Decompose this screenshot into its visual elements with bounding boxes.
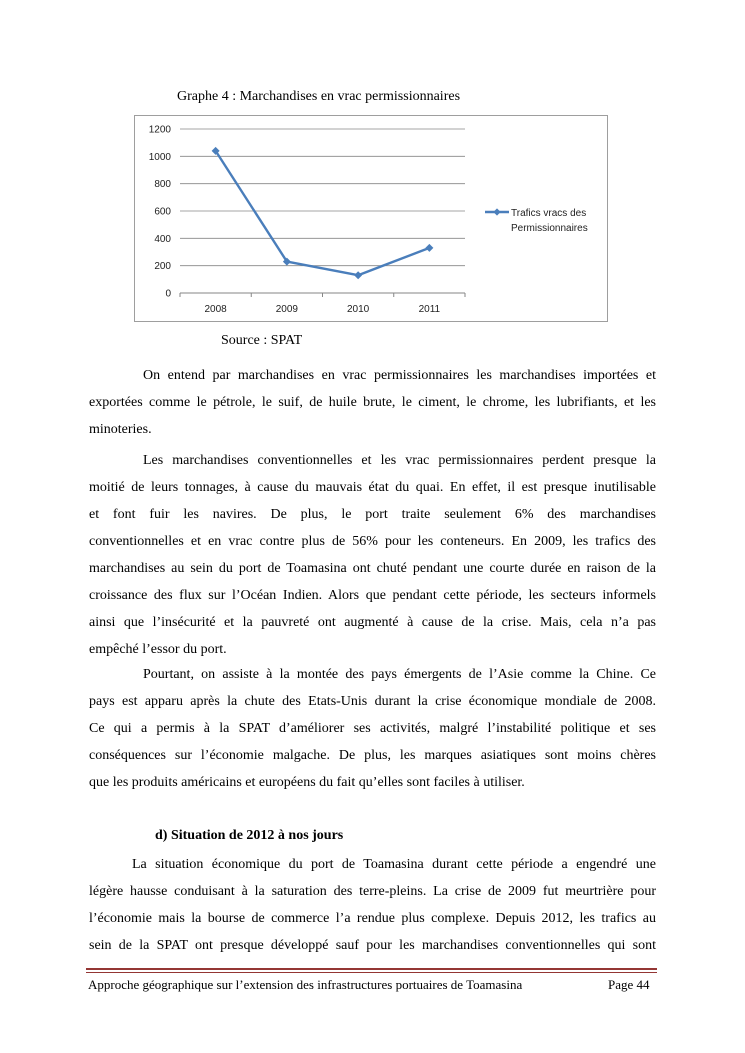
page-number: Page 44 [608, 977, 650, 992]
paragraph-3 [89, 661, 656, 796]
legend-marker [493, 208, 500, 215]
footer-rule-thin [86, 972, 657, 973]
line-chart [134, 115, 608, 322]
paragraph-1 [89, 362, 656, 443]
x-tick-label: 2009 [275, 304, 298, 315]
text-line: croissance des flux sur l’Océan Indien. Alors que pendant cette période, les secteurs informels [89, 588, 656, 603]
section-heading: d) Situation de 2012 à nos jours [155, 828, 344, 843]
text-line: marchandises au sein du port de Toamasina ont chuté pendant une courte durée en raison de la [89, 561, 656, 576]
text-line: sein de la SPAT ont presque développé sauf pour les marchandises conventionnelles qui sont [89, 938, 656, 953]
data-point [354, 271, 362, 279]
y-tick-label: 1000 [148, 151, 171, 163]
y-tick-label: 0 [165, 288, 171, 300]
footer-rule [86, 968, 657, 970]
y-tick-label: 800 [154, 179, 171, 191]
paragraph-4 [89, 851, 656, 959]
text-line: conventionnelles et en vrac contre plus de 56% pour les conteneurs. En 2009, les trafics des [89, 534, 656, 549]
paragraph-2 [89, 447, 656, 663]
y-tick-label: 600 [154, 206, 171, 218]
footer-title: Approche géographique sur l’extension des infrastructures portuaires de Toamasina [88, 977, 523, 992]
text-line: moitié de leurs tonnages, à cause du mauvais état du quai. En effet, il est presque inutilisable [89, 480, 656, 495]
y-tick-label: 1200 [148, 124, 171, 136]
y-tick-label: 400 [154, 233, 171, 245]
x-tick-label: 2011 [418, 304, 441, 315]
text-line: Ce qui a permis à la SPAT d’améliorer ses activités, malgré l’instabilité politique et ses [89, 721, 656, 736]
text-line: minoteries. [89, 422, 152, 437]
text-line: ainsi que l’insécurité et la pauvreté ont augmenté à cause de la crise. Mais, cela n’a pas [89, 615, 656, 630]
y-tick-label: 200 [154, 261, 171, 273]
text-line: et font fuir les navires. De plus, le port traite seulement 6% des marchandises [89, 507, 656, 522]
text-line: empêché l’essor du port. [89, 642, 227, 657]
legend-label: Trafics vracs des [511, 208, 587, 219]
x-tick-label: 2010 [347, 304, 370, 315]
text-line: pays est apparu après la chute des Etats-Unis durant la crise économique mondiale de 2008. [89, 694, 656, 709]
graph-title: Graphe 4 : Marchandises en vrac permissionnaires [177, 89, 461, 104]
text-line: La situation économique du port de Toamasina durant cette période a engendré une [132, 857, 656, 872]
text-line: légère hausse conduisant à la saturation des terre-pleins. La crise de 2009 fut meurtrière pour [89, 884, 656, 899]
text-line: l’économie mais la bourse de commerce l’a rendue plus complexe. Depuis 2012, les trafics au [89, 911, 656, 926]
data-point [425, 244, 433, 252]
chart-source: Source : SPAT [221, 333, 303, 348]
text-line: Pourtant, on assiste à la montée des pays émergents de l’Asie comme la Chine. Ce [143, 667, 656, 682]
text-line: On entend par marchandises en vrac permissionnaires les marchandises importées et [143, 368, 656, 383]
legend-label: Permissionnaires [511, 223, 588, 234]
text-line: conséquences sur l’économie malgache. De plus, les marques asiatiques sont moins chères [89, 748, 656, 763]
text-line: que les produits américains et européens du fait qu’elles sont faciles à utiliser. [89, 775, 525, 790]
series-line [216, 151, 430, 275]
chart-svg [135, 116, 607, 321]
x-tick-label: 2008 [204, 304, 227, 315]
text-line: Les marchandises conventionnelles et les vrac permissionnaires perdent presque la [143, 453, 656, 468]
text-line: exportées comme le pétrole, le suif, de huile brute, le ciment, le chrome, les lubrifiants, et les [89, 395, 656, 410]
